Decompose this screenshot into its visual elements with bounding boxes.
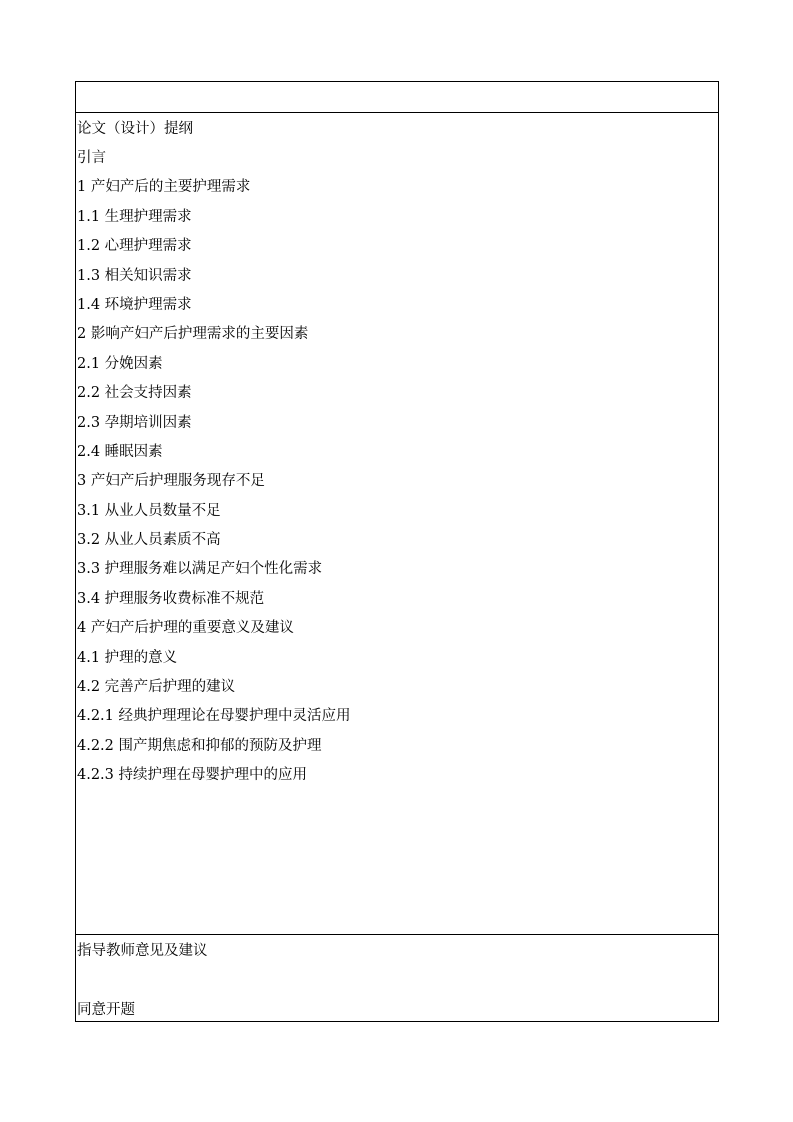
advisor-section bbox=[76, 935, 718, 1021]
outline-item: 4.2.3 持续护理在母婴护理中的应用 bbox=[77, 767, 308, 784]
outline-item: 2.3 孕期培训因素 bbox=[77, 414, 192, 431]
advisor-label: 指导教师意见及建议 bbox=[77, 943, 208, 959]
outline-item: 4.2.2 围产期焦虑和抑郁的预防及护理 bbox=[77, 737, 322, 754]
outline-item: 4 产妇产后护理的重要意义及建议 bbox=[77, 620, 294, 637]
table-header-row bbox=[76, 82, 718, 113]
outline-list bbox=[77, 148, 351, 795]
outline-item: 1.4 环境护理需求 bbox=[77, 296, 192, 313]
outline-item: 4.1 护理的意义 bbox=[77, 649, 178, 666]
outline-item: 3 产妇产后护理服务现存不足 bbox=[77, 473, 265, 490]
outline-title: 论文（设计）提纲 bbox=[77, 121, 193, 137]
outline-item: 2 影响产妇产后护理需求的主要因素 bbox=[77, 326, 309, 343]
outline-item: 2.4 睡眠因素 bbox=[77, 443, 163, 460]
outline-item: 1.3 相关知识需求 bbox=[77, 267, 192, 284]
proposal-form-table bbox=[75, 81, 719, 1022]
outline-item: 4.2.1 经典护理理论在母婴护理中灵活应用 bbox=[77, 708, 351, 725]
outline-item: 引言 bbox=[77, 150, 106, 166]
outline-item: 2.1 分娩因素 bbox=[77, 355, 163, 372]
outline-item: 1.2 心理护理需求 bbox=[77, 238, 192, 255]
outline-item: 3.2 从业人员素质不高 bbox=[77, 532, 221, 549]
outline-item: 1 产妇产后的主要护理需求 bbox=[77, 179, 251, 196]
outline-section bbox=[76, 113, 718, 935]
outline-item: 4.2 完善产后护理的建议 bbox=[77, 679, 236, 696]
outline-item: 3.1 从业人员数量不足 bbox=[77, 502, 221, 519]
outline-item: 3.3 护理服务难以满足产妇个性化需求 bbox=[77, 561, 323, 578]
outline-item: 2.2 社会支持因素 bbox=[77, 385, 192, 402]
outline-item: 1.1 生理护理需求 bbox=[77, 208, 192, 225]
advisor-opinion: 同意开题 bbox=[77, 1002, 135, 1018]
outline-item: 3.4 护理服务收费标准不规范 bbox=[77, 590, 265, 607]
